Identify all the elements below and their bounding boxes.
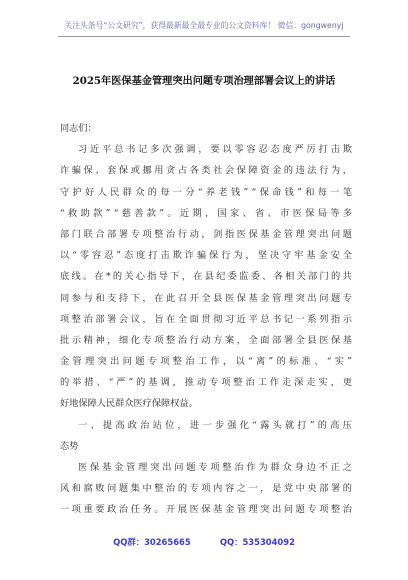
footer-qq-group: QQ群：30265665 bbox=[113, 537, 191, 547]
body-lines bbox=[60, 139, 352, 520]
body-line: 一 、 提 高 政 治 站 位 ， 进 一 步 强 化 “ 露 头 就 打 ” 的 高 压 bbox=[78, 419, 352, 431]
body-line: 一 项 重 要 政 治 任 务 。 开 展 医 保 基 金 管 理 突 出 问 题 专 项 整 治 bbox=[60, 504, 352, 516]
body-line: 风 和 腐 败 问 题 集 中 整 治 的 专 项 内 容 之 一 ， 是 党 中 央 部 署 的 bbox=[60, 483, 352, 495]
salutation: 同志们： bbox=[60, 123, 97, 134]
body-line: 以 “ 零 容 忍 ” 态 度 打 击 欺 诈 骗 保 行 为 ， 坚 决 守 牢 基 金 安 全 bbox=[60, 250, 352, 262]
document-title: 2025年医保基金管理突出问题专项治理部署会议上的讲话 bbox=[72, 75, 336, 87]
document-body bbox=[60, 118, 352, 521]
body-line: 批 示 精 神 ， 细 化 专 项 整 治 行 动 方 案 ， 全 面 部 署 全 县 医 保 基 bbox=[60, 334, 352, 346]
page-footer bbox=[0, 536, 408, 548]
body-line: 习 近 平 总 书 记 多 次 强 调 ， 要 以 零 容 忍 态 度 严 厉 打 击 欺 bbox=[78, 144, 352, 156]
body-line: 态势 bbox=[60, 440, 79, 452]
body-line: “ 救 助 款 ” “ 慈 善 款 ” 。 近 期 ， 国 家 、 省 、 市 医 保 局 等 多 bbox=[60, 207, 352, 219]
body-line: 部 门 联 合 部 署 专 项 整 治 行 动 ， 剑 指 医 保 基 金 管 理 突 出 问 题 bbox=[60, 228, 352, 240]
body-line: 诈 骗 保 、 套 保 或 挪 用 贪 占 各 类 社 会 保 障 资 金 的 违 法 行 为 ， bbox=[60, 165, 352, 177]
body-line: 医 保 基 金 管 理 突 出 问 题 专 项 整 治 作 为 群 众 身 边 不 正 之 bbox=[78, 462, 352, 473]
footer-qq: QQ：535304092 bbox=[219, 537, 295, 547]
body-line: 守 护 好 人 民 群 众 的 每 一 分 “ 养 老 钱 ” “ 保 命 钱 ” 和 每 一 笔 bbox=[60, 186, 352, 198]
body-line: 好地保障人民群众医疗保障权益。 bbox=[60, 398, 198, 410]
body-line: 同 参 与 和 支 持 下 ， 在 此 召 开 全 县 医 保 基 金 管 理 突 出 问 题 专 bbox=[60, 292, 352, 304]
header-divider bbox=[58, 36, 350, 37]
body-line: 的 举 措 、 “ 严 ” 的 基 调 ， 推 动 专 项 整 治 工 作 走 深 走 实 ， 更 bbox=[60, 377, 352, 389]
page-header-banner: 关注头条号“公文研究”，获得最新最全最专业的公文资料库！ 微信：gongwenyj bbox=[64, 21, 344, 30]
body-line: 项 整 治 部 署 会 议 ， 旨 在 全 面 贯 彻 习 近 平 总 书 记 一 系 列 指 示 bbox=[60, 313, 352, 325]
body-line: 底 线 。 在 * 的 关 心 指 导 下 ， 在 县 纪 委 监 委 、 各 相 关 部 门 的 共 bbox=[60, 271, 352, 283]
body-line: 金 管 理 突 出 问 题 专 项 整 治 工 作 ， 以 “ 离 ” 的 标 准 、 “ 实 ” bbox=[60, 356, 352, 368]
salutation-line bbox=[60, 118, 352, 139]
